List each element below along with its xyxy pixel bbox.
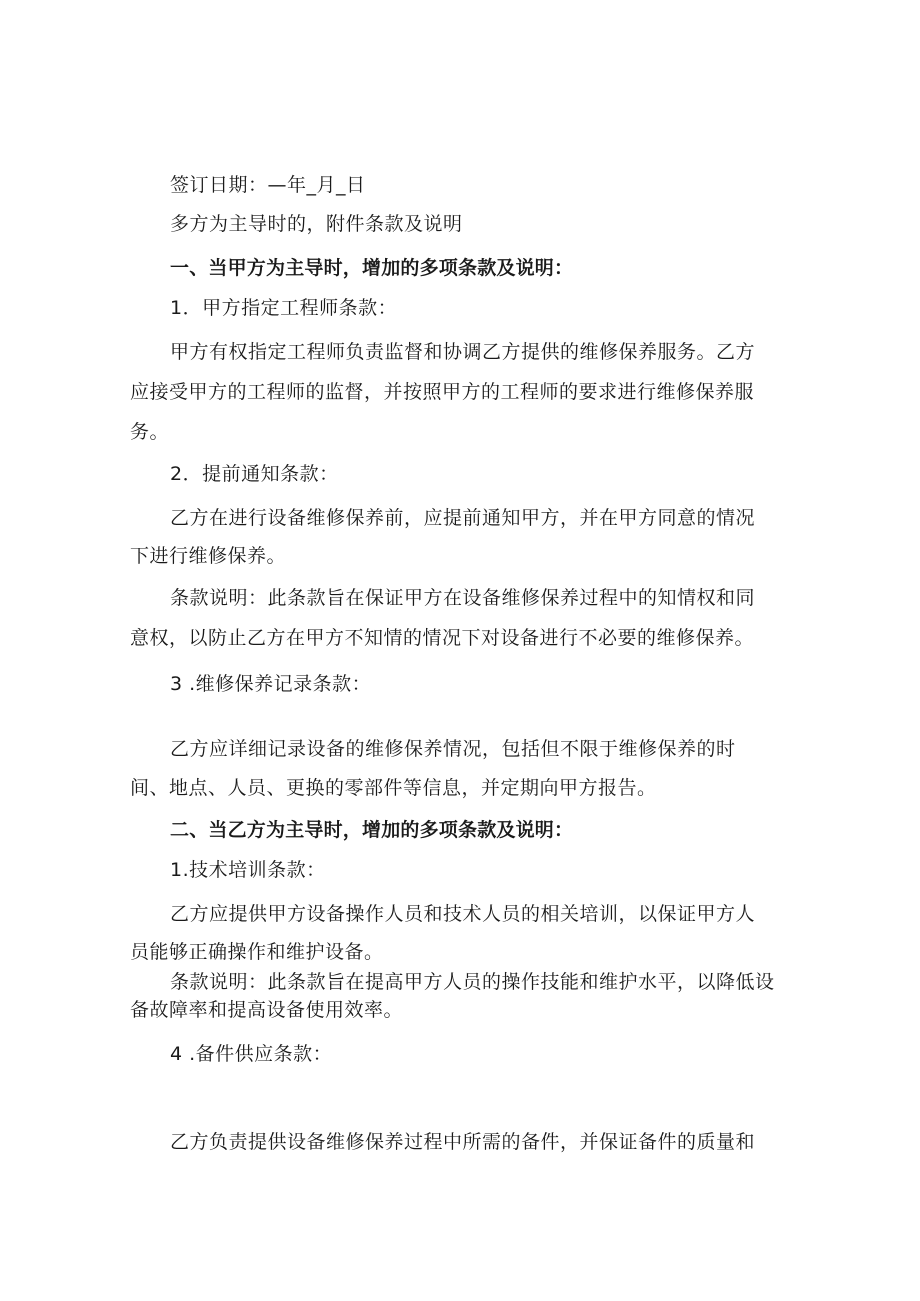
section1-clause3-title: 3 .维修保养记录条款： bbox=[170, 673, 372, 695]
section1-clause3-body-line2: 间、地点、人员、更换的零部件等信息，并定期向甲方报告。 bbox=[130, 777, 657, 799]
section1-clause2-body-line2: 下进行维修保养。 bbox=[130, 545, 287, 567]
section1-clause3-body-line1: 乙方应详细记录设备的维修保养情况，包括但不限于维修保养的时 bbox=[170, 738, 736, 760]
intro-text: 多方为主导时的，附件条款及说明 bbox=[170, 213, 463, 235]
section2-clause1-note-line2: 备故障率和提高设备使用效率。 bbox=[130, 999, 404, 1021]
section1-clause1-body-line1: 甲方有权指定工程师负责监督和协调乙方提供的维修保养服务。乙方 bbox=[170, 341, 756, 363]
section2-clause4-title: 4 .备件供应条款： bbox=[170, 1043, 333, 1065]
section1-clause1-title: 1．甲方指定工程师条款： bbox=[170, 297, 398, 319]
section1-clause2-note-line1: 条款说明：此条款旨在保证甲方在设备维修保养过程中的知情权和同 bbox=[170, 587, 756, 609]
section1-clause1-body-line3: 务。 bbox=[130, 421, 170, 443]
section1-clause2-note-line2: 意权，以防止乙方在甲方不知情的情况下对设备进行不必要的维修保养。 bbox=[130, 627, 755, 649]
section2-clause1-body-line1: 乙方应提供甲方设备操作人员和技术人员的相关培训，以保证甲方人 bbox=[170, 903, 756, 925]
section2-clause4-body-line1: 乙方负责提供设备维修保养过程中所需的备件，并保证备件的质量和 bbox=[170, 1131, 756, 1153]
section2-clause1-body-line2: 员能够正确操作和维护设备。 bbox=[130, 941, 384, 963]
sign-date: 签订日期：—年_月_日 bbox=[170, 174, 366, 196]
section1-heading: 一、当甲方为主导时，增加的多项条款及说明： bbox=[170, 257, 574, 279]
section2-clause1-title: 1.技术培训条款： bbox=[170, 859, 326, 881]
section1-clause1-body-line2: 应接受甲方的工程师的监督，并按照甲方的工程师的要求进行维修保养服 bbox=[130, 381, 755, 403]
section2-heading: 二、当乙方为主导时，增加的多项条款及说明： bbox=[170, 819, 574, 841]
section2-clause1-note-line1: 条款说明：此条款旨在提高甲方人员的操作技能和维护水平，以降低设 bbox=[170, 971, 775, 993]
section1-clause2-body-line1: 乙方在进行设备维修保养前，应提前通知甲方，并在甲方同意的情况 bbox=[170, 507, 756, 529]
section1-clause2-title: 2．提前通知条款： bbox=[170, 463, 339, 485]
